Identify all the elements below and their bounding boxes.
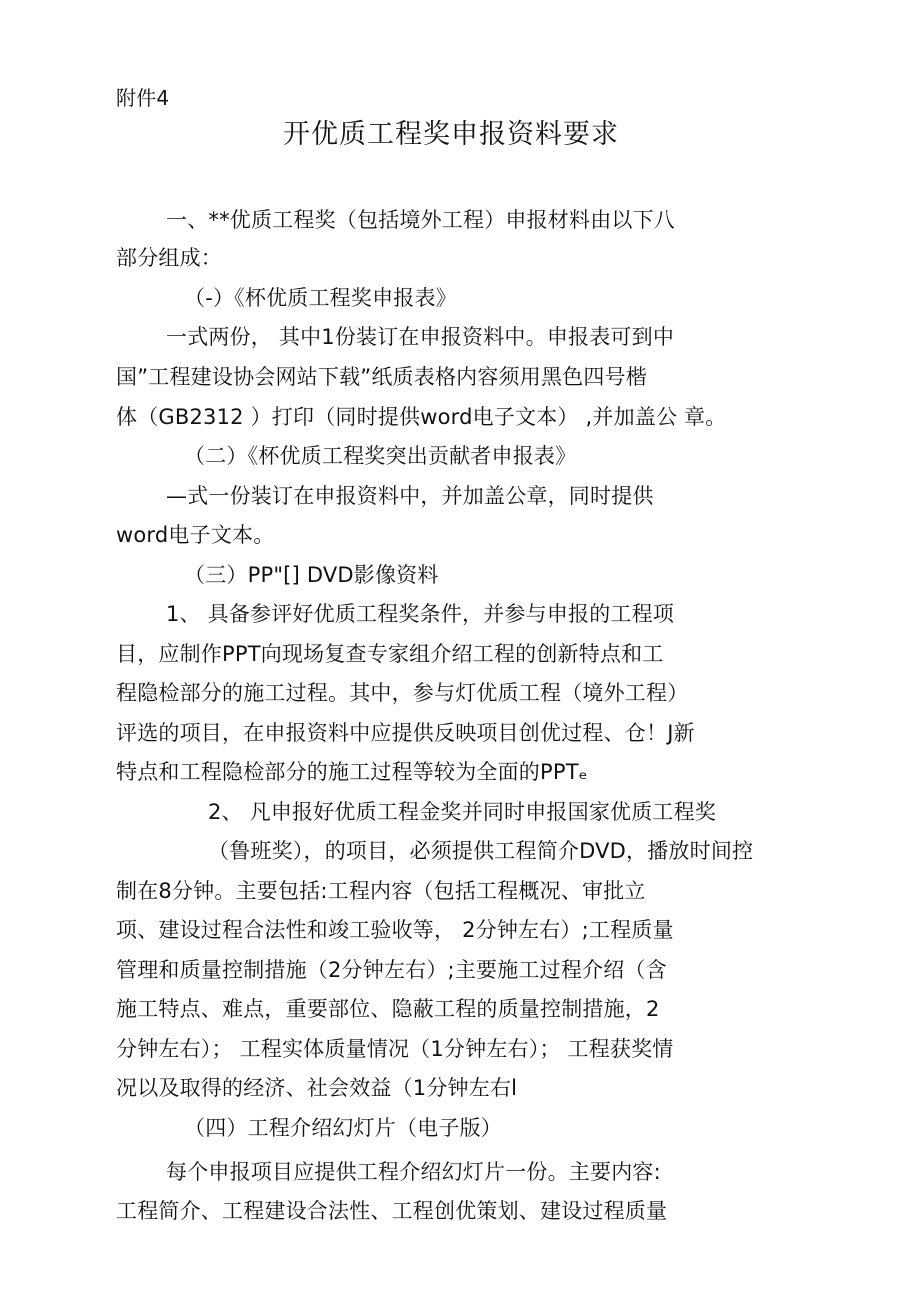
paragraph-line: 每个申报项目应提供工程介绍幻灯片一份。主要内容: <box>166 1160 661 1184</box>
paragraph-line: 制在8分钟。主要包括:工程内容（包括工程概况、审批立 <box>116 879 646 903</box>
document-title: 开优质工程奖申报资料要求 <box>283 119 619 150</box>
section-heading-1: 一、**优质工程奖（包括境外工程）申报材料由以下八 <box>166 208 675 232</box>
subsection-heading-1: （-）《杯优质工程奖申报表》 <box>184 286 457 310</box>
paragraph-line: 体（GB2312 ）打印（同时提供word电子文本） ,并加盖公 章。 <box>116 405 727 429</box>
subsection-heading-3: （三）PP"[] DVD影像资料 <box>184 563 439 587</box>
attachment-label: 附件4 <box>116 86 170 110</box>
paragraph-line: 施工特点、难点，重要部位、隐蔽工程的质量控制措施，2 <box>116 997 660 1021</box>
paragraph-line: 特点和工程隐检部分的施工过程等较为全面的PPTₑ <box>116 760 588 784</box>
paragraph-line: 国”工程建设协会网站下载”纸质表格内容须用黑色四号楷 <box>116 365 647 389</box>
paragraph-line: （鲁班奖），的项目，必须提供工程简介DVD，播放时间控 <box>208 839 754 863</box>
numbered-item-2: 2、 凡申报好优质工程金奖并同时申报国家优质工程奖 <box>208 800 717 824</box>
numbered-item-1: 1、 具备参评好优质工程奖条件，并参与申报的工程项 <box>166 602 675 626</box>
paragraph-line: word电子文本。 <box>116 523 275 547</box>
paragraph-line: 管理和质量控制措施（2分钟左右）;主要施工过程介绍（含 <box>116 958 667 982</box>
paragraph-line: —式一份装订在申报资料中，并加盖公章，同时提供 <box>166 484 654 508</box>
subsection-heading-2: （二）《杯优质工程奖突出贡献者申报表》 <box>184 444 577 468</box>
paragraph-line: 项、建设过程合法性和竣工验收等， 2分钟左右）;工程质量 <box>116 918 674 942</box>
paragraph-line: 分钟左右）； 工程实体质量情况（1分钟左右）； 工程获奖情 <box>116 1037 674 1061</box>
paragraph-line: 评选的项目，在申报资料中应提供反映项目创优过程、仓！J新 <box>116 721 695 745</box>
paragraph-line: 目，应制作PPT向现场复查专家组介绍工程的创新特点和工 <box>116 642 664 666</box>
subsection-heading-4: （四）工程介绍幻灯片（电子版） <box>184 1116 502 1140</box>
paragraph-line: 部分组成： <box>116 246 222 270</box>
paragraph-line: 况以及取得的经济、社会效益（1分钟左右l <box>116 1076 518 1100</box>
paragraph-line: 程隐检部分的施工过程。其中，参与灯优质工程（境外工程） <box>116 681 689 705</box>
paragraph-line: 工程简介、工程建设合法性、工程创优策划、建设过程质量 <box>116 1199 668 1223</box>
paragraph-line: 一式两份， 其中1份装订在申报资料中。申报表可到中 <box>166 325 675 349</box>
